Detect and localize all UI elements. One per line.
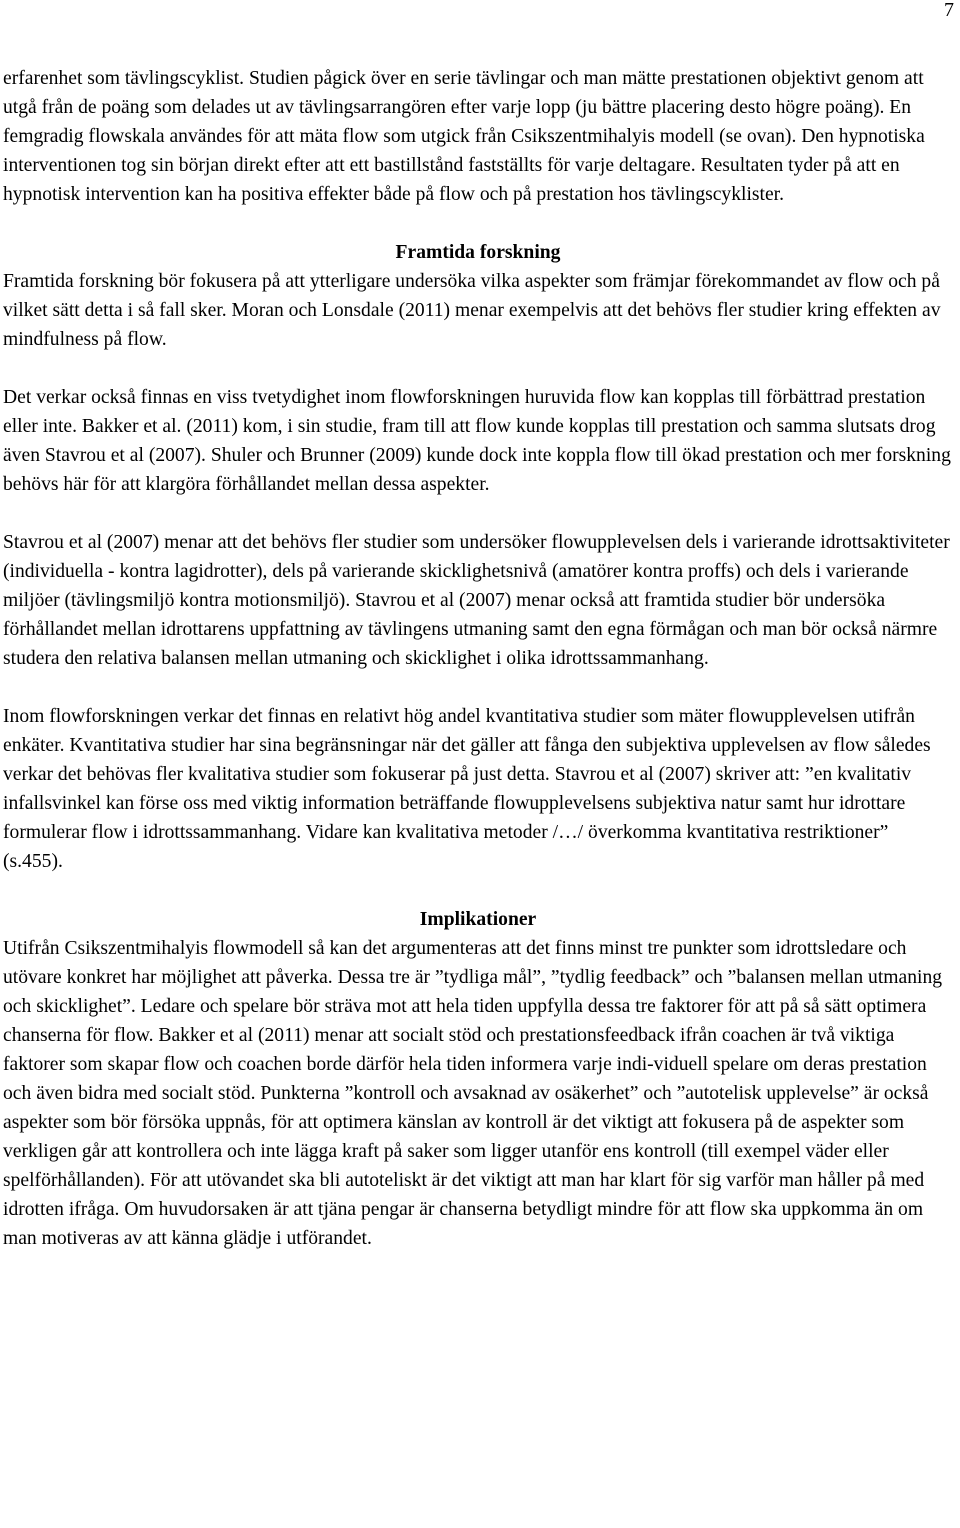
paragraph-framtida-2: Det verkar också finnas en viss tvetydighet inom flowforskningen huruvida flow kan kopplas till förbättrad prestation eller inte. Bakker et al. (2011) kom, i sin studie, fram till att flow kunde kopplas till prestation och samma slutsats drog även Stavrou et al (2007). Shuler och Brunner (2009) kunde dock inte koppla flow till ökad prestation och mer forskning behövs här för att klargöra förhållandet mellan dessa aspekter.: [3, 387, 951, 495]
paragraph-framtida-1: Framtida forskning bör fokusera på att ytterligare undersöka vilka aspekter som främjar förekommandet av flow och på vilket sätt detta i så fall sker. Moran och Lonsdale (2011) menar exempelvis att det behövs fler studier kring effekten av mindfulness på flow.: [3, 271, 941, 350]
page-number: 7: [944, 0, 954, 21]
paragraph-framtida-4: Inom flowforskningen verkar det finnas en relativt hög andel kvantitativa studier som mäter flowupplevelsen utifrån enkäter. Kvantitativa studier har sina begränsningar när det gäller att fånga den subjektiva upplevelsen av flow således verkar det behövas fler kvalitativa studier som fokuserar på just detta. Stavrou et al (2007) skriver att: ”en kvalitativ infallsvinkel kan förse oss med viktig information beträffande flowupplevelsens subjektiva natur samt hur idrottare formulerar flow i idrottssammanhang. Vidare kan kvalitativa metoder /…/ överkomma kvantitativa restriktioner” (s.455).: [3, 706, 931, 872]
intro-paragraph: erfarenhet som tävlingscyklist. Studien pågick över en serie tävlingar och man mätte prestationen objektivt genom att utgå från de poäng som delades ut av tävlingsarrangören efter varje lopp (ju bättre placering desto högre poäng). En femgradig flowskala användes för att mäta flow som utgick från Csikszentmihalyis modell (se ovan). Den hypnotiska interventionen tog sin början direkt efter att ett bastillstånd fastställts för varje deltagare. Resultaten tyder på att en hypnotisk intervention kan ha positiva effekter både på flow och på prestation hos tävlingscyklister.: [3, 68, 925, 205]
paragraph-framtida-3: Stavrou et al (2007) menar att det behövs fler studier som undersöker flowupplevelsen dels i varierande idrottsaktiviteter (individuella - kontra lagidrotter), dels på varierande skicklighetsnivå (amatörer kontra proffs) och dels i varierande miljöer (tävlingsmiljö kontra motionsmiljö). Stavrou et al (2007) menar också att framtida studier bör undersöka förhållandet mellan idrottarens uppfattning av tävlingens utmaning samt den egna förmågan och man bör också närmre studera den relativa balansen mellan utmaning och skicklighet i olika idrottssammanhang.: [3, 532, 950, 669]
heading-framtida-forskning: Framtida forskning: [395, 242, 561, 263]
paragraph-implikationer: Utifrån Csikszentmihalyis flowmodell så kan det argumenteras att det finns minst tre punkter som idrottsledare och utövare konkret har möjlighet att påverka. Dessa tre är ”tydliga mål”, ”tydlig feedback” och ”balansen mellan utmaning och skicklighet”. Ledare och spelare bör sträva mot att hela tiden uppfylla dessa tre faktorer för att på så sätt optimera chanserna för flow. Bakker et al (2011) menar att socialt stöd och prestationsfeedback ifrån coachen är två viktiga faktorer som skapar flow och coachen borde därför hela tiden informera varje indi-viduell spelare om deras prestation och även bidra med socialt stöd. Punkterna ”kontroll och avsaknad av osäkerhet” och ”autotelisk upplevelse” är också aspekter som bör försöka uppnås, för att optimera känslan av kontroll är det viktigt att fokusera på de aspekter som verkligen går att kontrollera och inte lägga kraft på saker som ligger utanför ens kontroll (till exempel väder eller spelförhållanden). För att utövandet ska bli autoteliskt är det viktigt att man har klart för sig varför man håller på med idrotten ifråga. Om huvudorsaken är att tjäna pengar är chanserna betydligt mindre för att flow ska uppkomma än om man motiveras av att känna glädje i utförandet.: [3, 938, 943, 1249]
document-body: [3, 64, 953, 1253]
heading-implikationer: Implikationer: [419, 909, 537, 930]
